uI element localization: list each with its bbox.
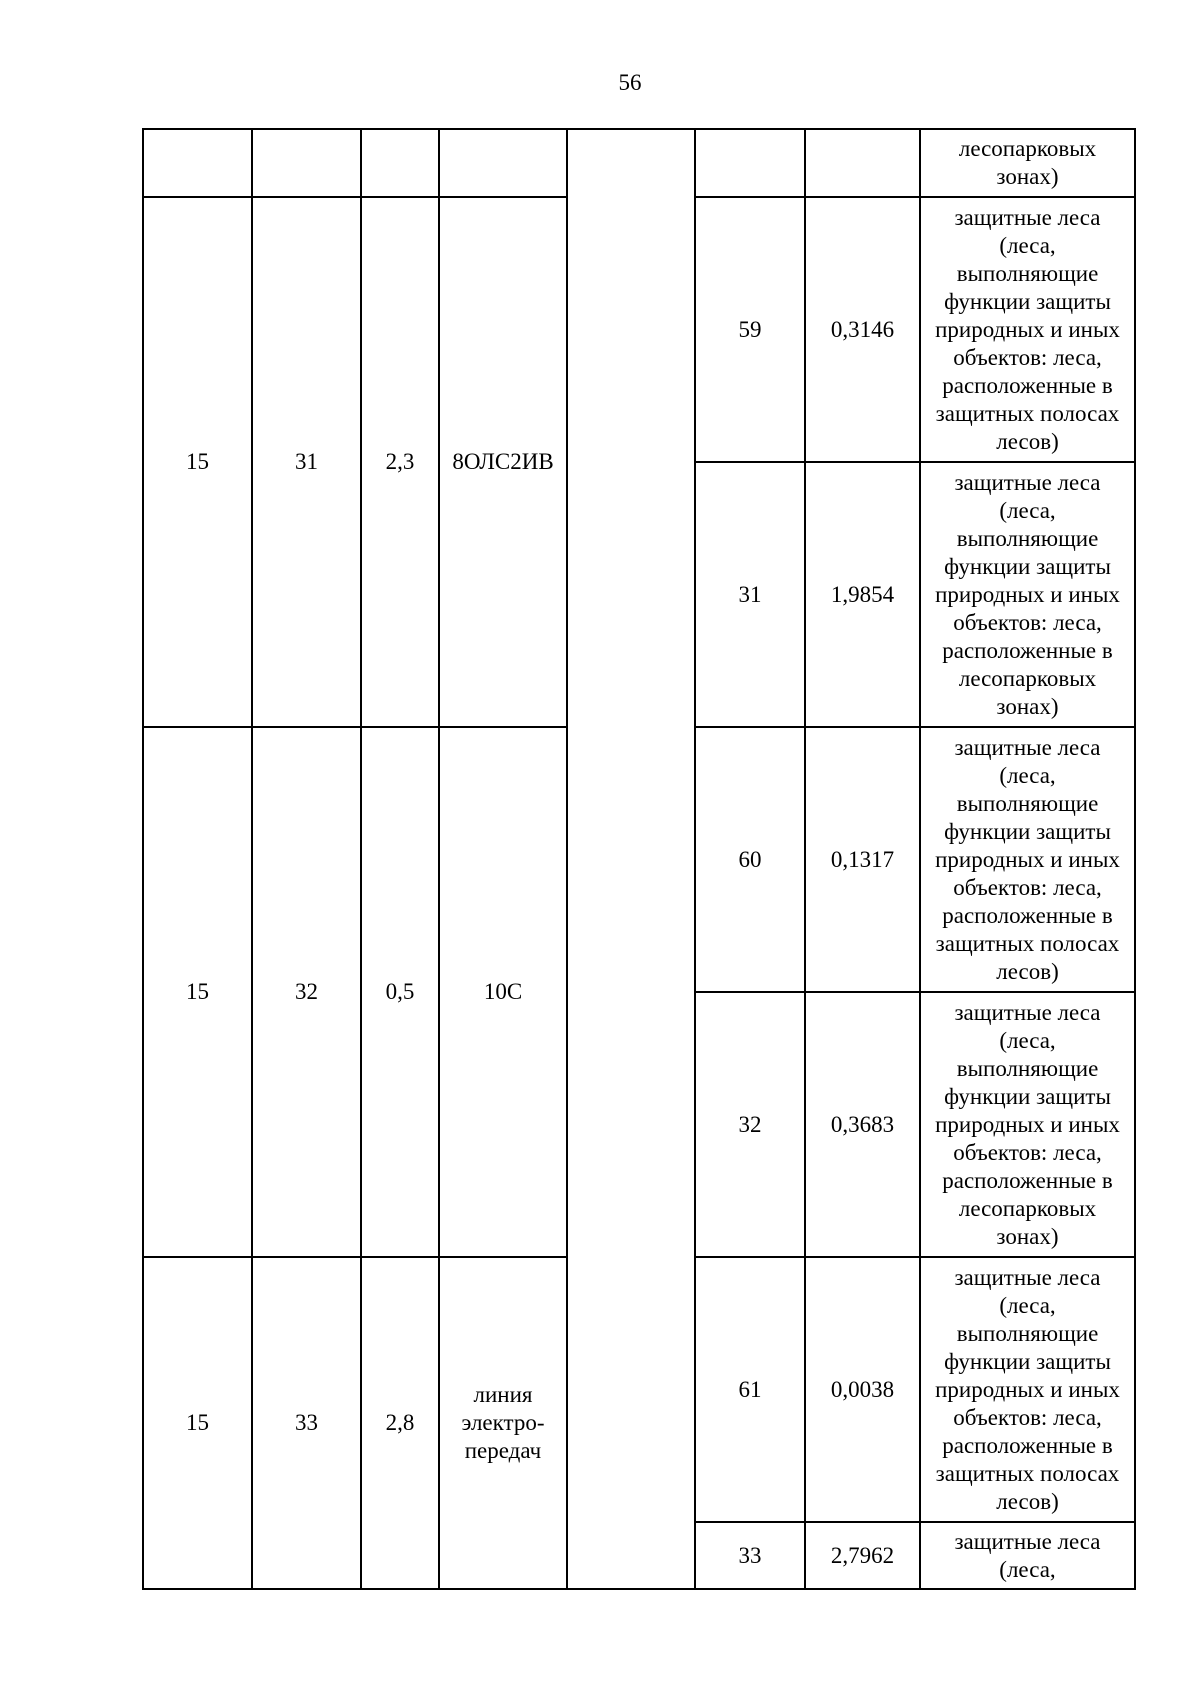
cell-section: 33 — [295, 1410, 318, 1435]
cell-section-number: 61 — [738, 1376, 762, 1402]
cell-composition: 8ОЛС2ИВ — [452, 449, 554, 474]
table-left — [142, 128, 568, 1590]
cell-section-number: 59 — [738, 316, 762, 342]
cell-section-number: 33 — [738, 1542, 762, 1568]
cell-section-area: 0,0038 — [830, 1376, 895, 1402]
cell-forest-category: защитные леса (леса, — [954, 1528, 1101, 1582]
cell-section-number — [696, 130, 804, 196]
cell-section-area: 0,1317 — [830, 846, 895, 872]
cell-section-number: 32 — [738, 1111, 762, 1137]
table-right — [694, 128, 1136, 1590]
table-border — [142, 128, 568, 130]
cell-section-area: 1,9854 — [830, 581, 895, 607]
table-middle-column — [566, 128, 694, 1590]
cell-section-area: 2,7962 — [830, 1542, 895, 1568]
cell-section: 31 — [295, 449, 318, 474]
cell-quarter: 15 — [186, 449, 209, 474]
cell-section-area — [806, 130, 919, 196]
cell-section: 32 — [295, 979, 318, 1004]
cell-forest-category: защитные леса (леса, выполняющие функции защиты природных и иных объектов: леса, расположенные в лесопарковых зонах) — [935, 469, 1120, 719]
cell-section-area: 0,3146 — [830, 316, 895, 342]
page-number: 56 — [618, 70, 642, 95]
table-border — [142, 1588, 568, 1590]
table-border — [566, 128, 694, 130]
cell-forest-category: лесопарковых зонах) — [958, 136, 1097, 189]
cell-forest-category: защитные леса (леса, выполняющие функции защиты природных и иных объектов: леса, расположенные в защитных полосах лесов) — [935, 734, 1120, 984]
cell-forest-category: защитные леса (леса, выполняющие функции защиты природных и иных объектов: леса, расположенные в защитных полосах лесов) — [935, 204, 1120, 454]
cell-area: 0,5 — [385, 979, 415, 1004]
table-border — [694, 1588, 1136, 1590]
cell-area: 2,8 — [385, 1410, 415, 1435]
cell-section-number: 31 — [738, 581, 762, 607]
cell-section-number: 60 — [738, 846, 762, 872]
cell-area: 2,3 — [385, 449, 415, 474]
cell-quarter: 15 — [186, 979, 209, 1004]
cell-forest-category: защитные леса (леса, выполняющие функции защиты природных и иных объектов: леса, расположенные в лесопарковых зонах) — [935, 999, 1120, 1249]
cell-composition: линия электро- передач — [461, 1382, 545, 1463]
cell-section-area: 0,3683 — [830, 1111, 895, 1137]
cell-forest-category: защитные леса (леса, выполняющие функции защиты природных и иных объектов: леса, расположенные в защитных полосах лесов) — [935, 1264, 1120, 1514]
table-border — [566, 1588, 694, 1590]
cell-quarter: 15 — [186, 1410, 209, 1435]
table-border — [1134, 128, 1136, 1590]
cell-composition: 10С — [483, 979, 523, 1004]
